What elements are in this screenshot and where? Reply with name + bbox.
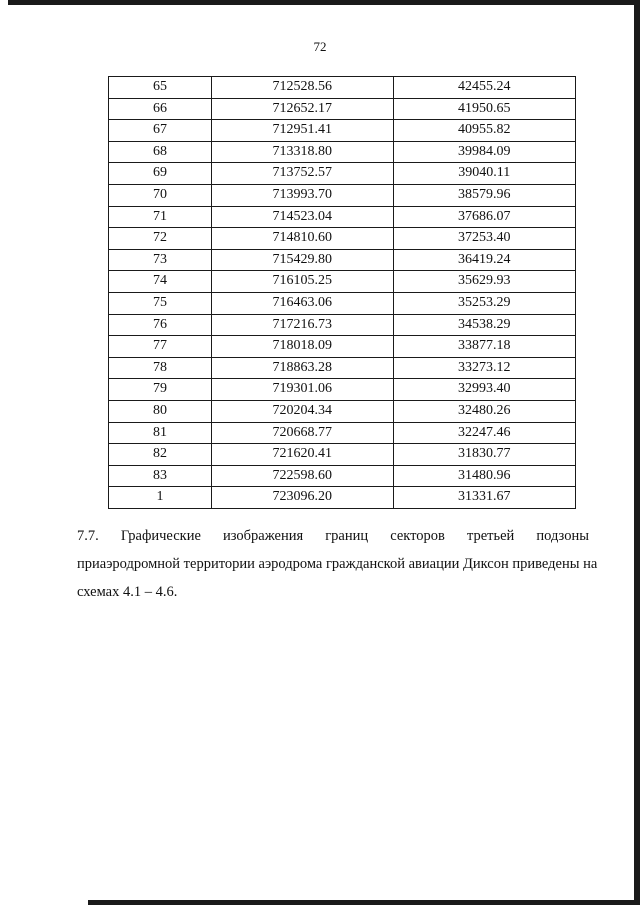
paragraph-word: третьей	[466, 528, 515, 544]
table-row	[109, 141, 576, 163]
point-number-cell: 70	[109, 184, 212, 206]
section-paragraph	[77, 522, 598, 606]
table-row	[109, 357, 576, 379]
table-row	[109, 379, 576, 401]
y-coordinate-cell: 33877.18	[393, 336, 575, 358]
table-row	[109, 487, 576, 509]
coordinates-table	[108, 76, 576, 509]
point-number-cell: 80	[109, 400, 212, 422]
x-coordinate-cell: 719301.06	[211, 379, 393, 401]
x-coordinate-cell: 713752.57	[211, 163, 393, 185]
paragraph-word: границ	[325, 528, 369, 544]
table-row	[109, 163, 576, 185]
y-coordinate-cell: 42455.24	[393, 77, 575, 99]
page-number: 72	[313, 39, 327, 54]
table-row	[109, 228, 576, 250]
y-coordinate-cell: 35629.93	[393, 271, 575, 293]
table-row	[109, 271, 576, 293]
x-coordinate-cell: 721620.41	[211, 444, 393, 466]
y-coordinate-cell: 32993.40	[393, 379, 575, 401]
y-coordinate-cell: 36419.24	[393, 249, 575, 271]
y-coordinate-cell: 31331.67	[393, 487, 575, 509]
x-coordinate-cell: 720668.77	[211, 422, 393, 444]
point-number-cell: 81	[109, 422, 212, 444]
table-row	[109, 314, 576, 336]
table-row	[109, 206, 576, 228]
x-coordinate-cell: 712528.56	[211, 77, 393, 99]
y-coordinate-cell: 38579.96	[393, 184, 575, 206]
scan-border-bottom	[88, 900, 640, 905]
table-row	[109, 120, 576, 142]
y-coordinate-cell: 40955.82	[393, 120, 575, 142]
point-number-cell: 82	[109, 444, 212, 466]
x-coordinate-cell: 718018.09	[211, 336, 393, 358]
table-row	[109, 422, 576, 444]
point-number-cell: 65	[109, 77, 212, 99]
y-coordinate-cell: 33273.12	[393, 357, 575, 379]
y-coordinate-cell: 34538.29	[393, 314, 575, 336]
point-number-cell: 1	[109, 487, 212, 509]
paragraph-word: подзоны	[536, 528, 589, 544]
point-number-cell: 74	[109, 271, 212, 293]
paragraph-word: изображения	[222, 528, 304, 544]
y-coordinate-cell: 32247.46	[393, 422, 575, 444]
point-number-cell: 76	[109, 314, 212, 336]
y-coordinate-cell: 31830.77	[393, 444, 575, 466]
point-number-cell: 75	[109, 292, 212, 314]
point-number-cell: 78	[109, 357, 212, 379]
paragraph-line-3: схемах 4.1 – 4.6.	[77, 584, 178, 600]
paragraph-word: секторов	[390, 528, 445, 544]
point-number-cell: 79	[109, 379, 212, 401]
y-coordinate-cell: 37253.40	[393, 228, 575, 250]
point-number-cell: 72	[109, 228, 212, 250]
paragraph-word: 7.7.	[77, 528, 99, 544]
point-number-cell: 68	[109, 141, 212, 163]
x-coordinate-cell: 713318.80	[211, 141, 393, 163]
point-number-cell: 83	[109, 465, 212, 487]
y-coordinate-cell: 31480.96	[393, 465, 575, 487]
table-row	[109, 184, 576, 206]
point-number-cell: 77	[109, 336, 212, 358]
paragraph-line-1	[77, 522, 589, 550]
x-coordinate-cell: 712951.41	[211, 120, 393, 142]
table-row	[109, 465, 576, 487]
table-row	[109, 400, 576, 422]
x-coordinate-cell: 723096.20	[211, 487, 393, 509]
y-coordinate-cell: 41950.65	[393, 98, 575, 120]
point-number-cell: 67	[109, 120, 212, 142]
point-number-cell: 69	[109, 163, 212, 185]
x-coordinate-cell: 716463.06	[211, 292, 393, 314]
x-coordinate-cell: 720204.34	[211, 400, 393, 422]
x-coordinate-cell: 714810.60	[211, 228, 393, 250]
y-coordinate-cell: 39984.09	[393, 141, 575, 163]
x-coordinate-cell: 714523.04	[211, 206, 393, 228]
paragraph-line-2: приаэродромной территории аэродрома гражданской авиации Диксон приведены на	[77, 556, 598, 572]
point-number-cell: 71	[109, 206, 212, 228]
x-coordinate-cell: 713993.70	[211, 184, 393, 206]
x-coordinate-cell: 717216.73	[211, 314, 393, 336]
y-coordinate-cell: 35253.29	[393, 292, 575, 314]
x-coordinate-cell: 718863.28	[211, 357, 393, 379]
y-coordinate-cell: 37686.07	[393, 206, 575, 228]
x-coordinate-cell: 722598.60	[211, 465, 393, 487]
table-row	[109, 249, 576, 271]
scan-border-right	[634, 0, 640, 905]
table-row	[109, 98, 576, 120]
y-coordinate-cell: 32480.26	[393, 400, 575, 422]
table-row	[109, 77, 576, 99]
coordinates-table-body	[109, 77, 576, 509]
table-row	[109, 336, 576, 358]
x-coordinate-cell: 715429.80	[211, 249, 393, 271]
table-row	[109, 292, 576, 314]
paragraph-word: Графические	[120, 528, 201, 544]
point-number-cell: 66	[109, 98, 212, 120]
x-coordinate-cell: 712652.17	[211, 98, 393, 120]
y-coordinate-cell: 39040.11	[393, 163, 575, 185]
table-row	[109, 444, 576, 466]
x-coordinate-cell: 716105.25	[211, 271, 393, 293]
point-number-cell: 73	[109, 249, 212, 271]
scan-border-top	[8, 0, 640, 5]
